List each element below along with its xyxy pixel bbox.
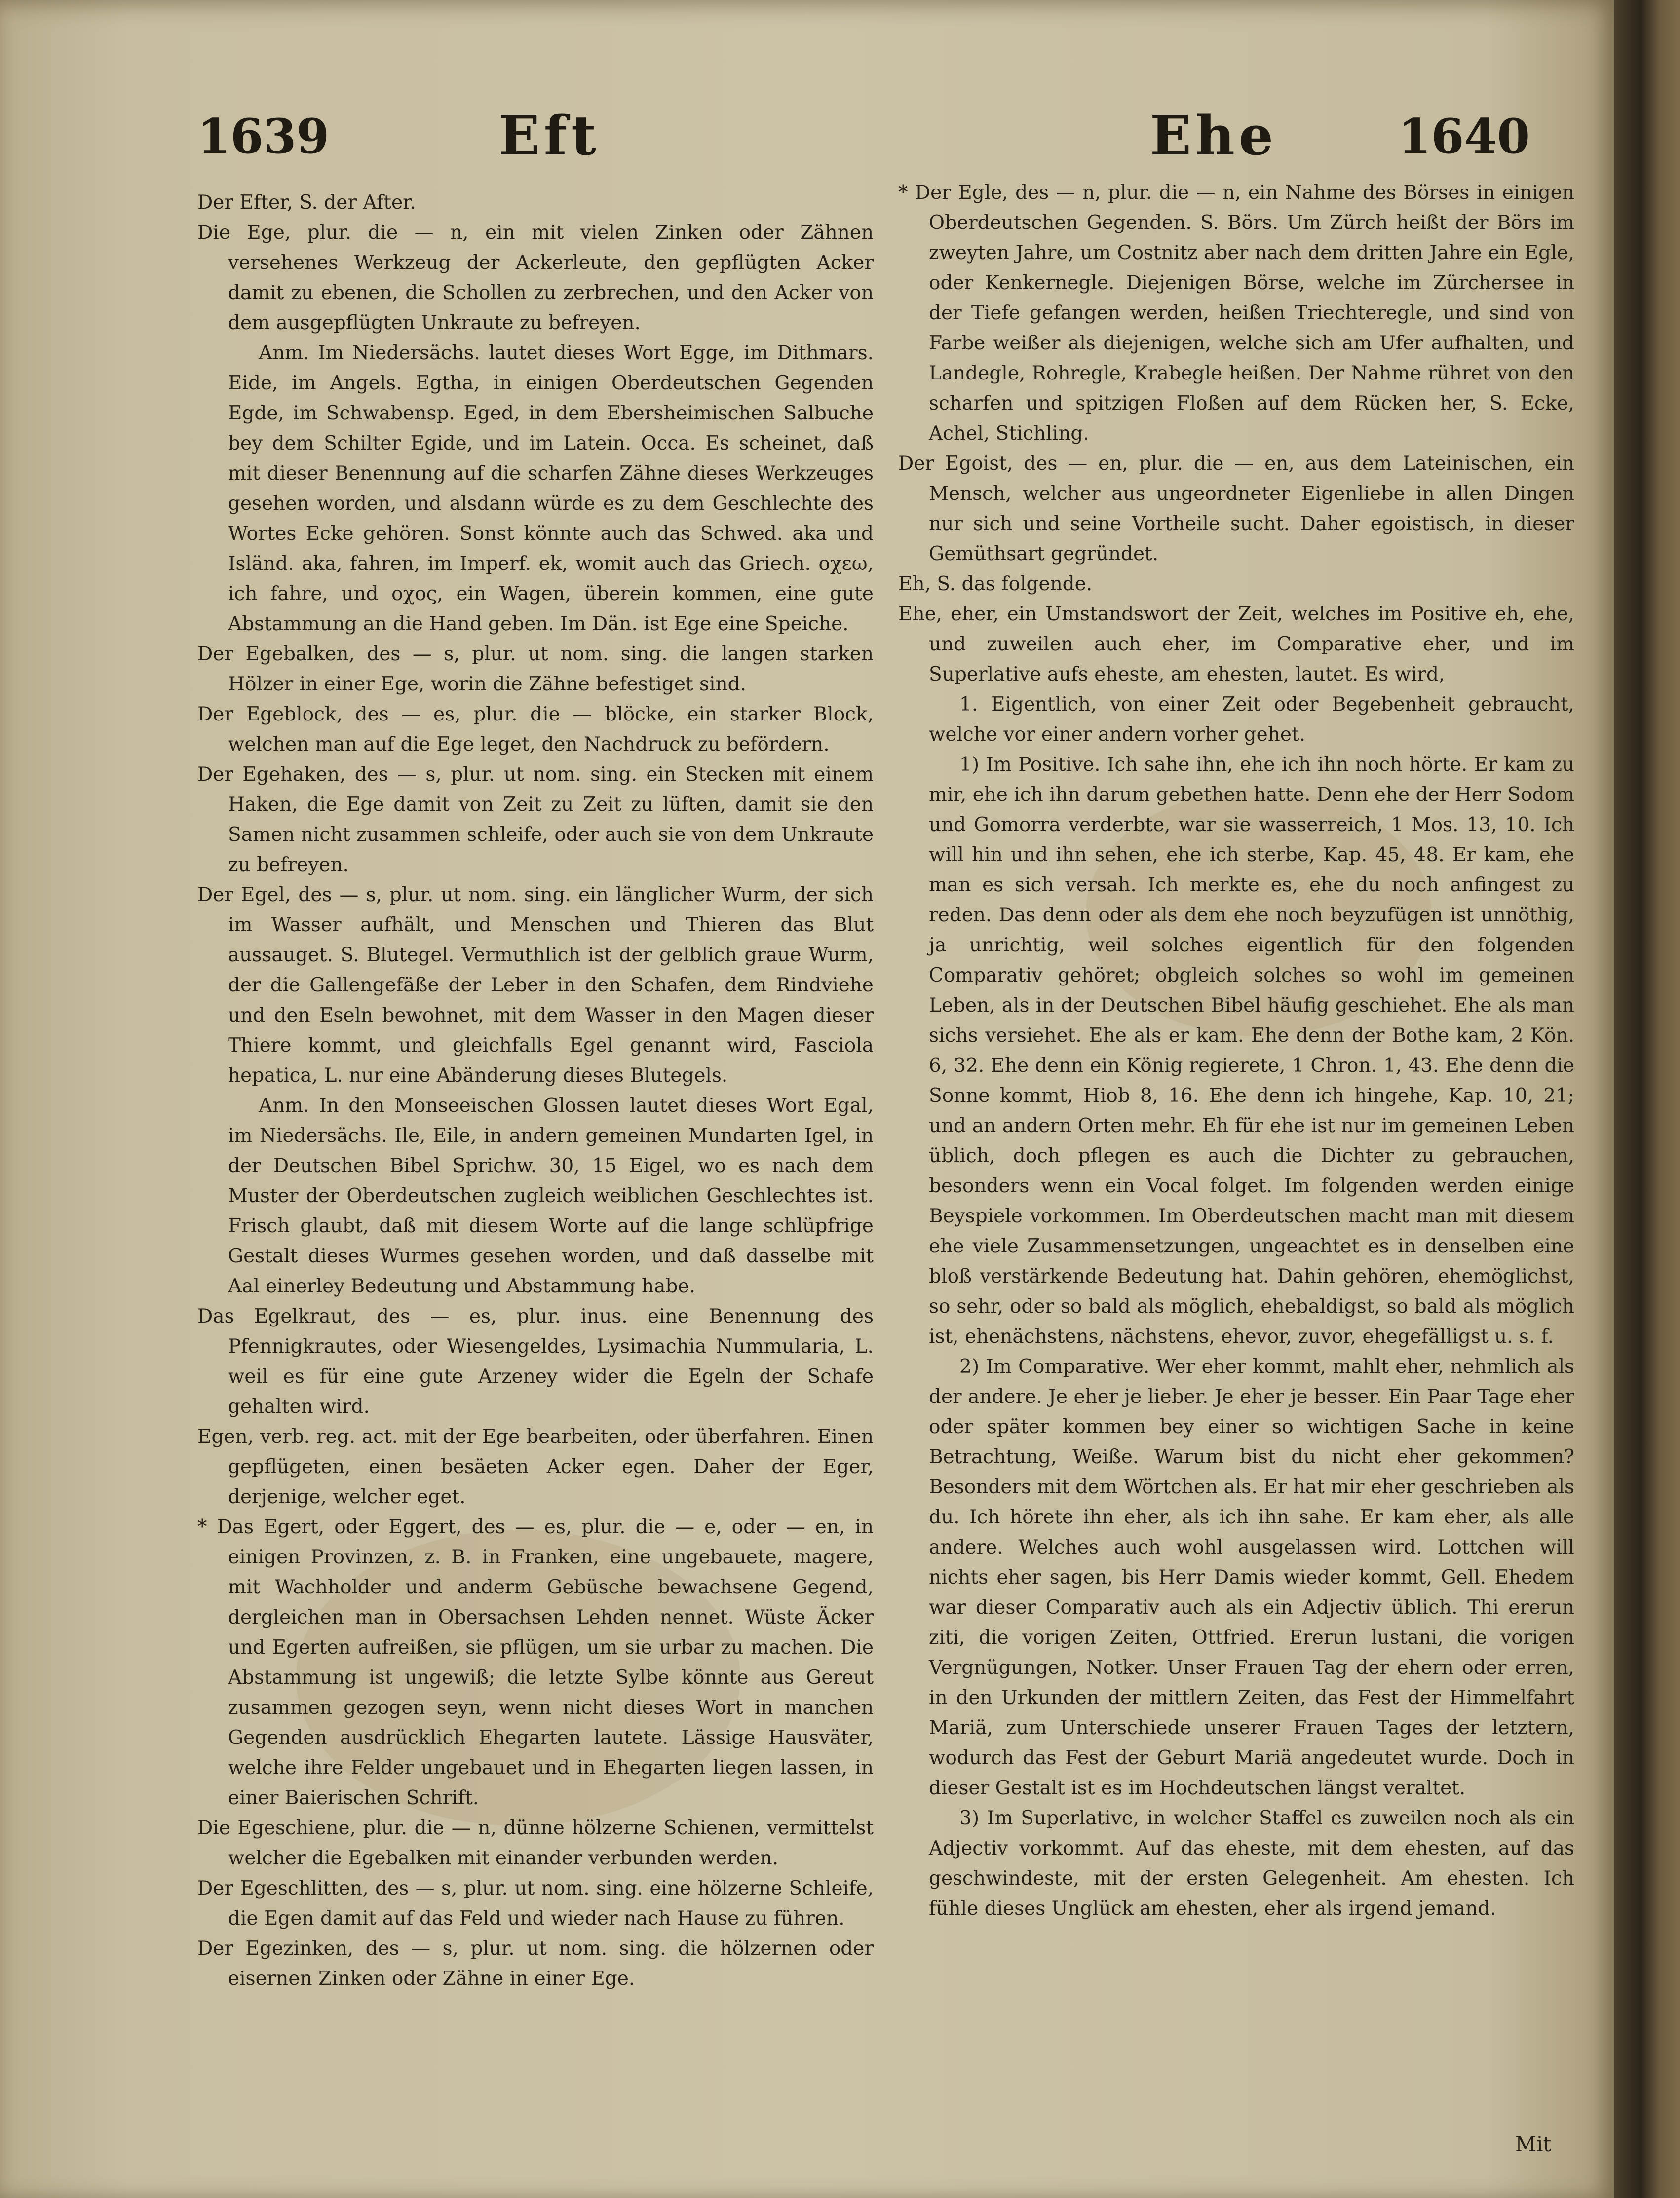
dictionary-entry: Egen, verb. reg. act. mit der Ege bearbeiten, oder überfahren. Einen gepflügeten, einen besäeten Acker egen. Daher der Eger, derjenige, welcher eget. <box>197 1426 874 1508</box>
left-column <box>197 188 874 1994</box>
dictionary-entry: Der Egel, des — s, plur. ut nom. sing. ein länglicher Wurm, der sich im Wasser aufhält, und Menschen und Thieren das Blut aussauget. S. Blutegel. Vermuthlich ist der gelblich graue Wurm, der die Gallengefäße der Leber in den Schafen, dem Rindviehe und den Eseln bewohnet, mit dem Wasser in den Magen dieser Thiere kommt, und gleichfalls Egel genannt wird, Fasciola hepatica, L. nur eine Abänderung dieses Blutegels. <box>197 884 874 1087</box>
dictionary-entry: * Der Egle, des — n, plur. die — n, ein Nahme des Börses in einigen Oberdeutschen Gegenden. S. Börs. Um Zürch heißt der Börs im zweyten Jahre, um Costnitz aber nach dem dritten Jahre ein Egle, oder Kenkernegle. Diejenigen Börse, welche im Zürchersee in der Tiefe gefangen werden, heißen Triechteregle, und sind von Farbe weißer als diejenigen, welche sich am Ufer aufhalten, und Landegle, Rohregle, Krabegle heißen. Der Nahme rühret von den scharfen und spitzigen Floßen auf dem Rücken her, S. Ecke, Achel, Stichling. <box>898 182 1574 445</box>
sense-paragraph: 1. Eigentlich, von einer Zeit oder Begebenheit gebraucht, welche vor einer andern vorher gehet. <box>929 693 1574 746</box>
sense-paragraph: 1) Im Positive. Ich sahe ihn, ehe ich ihn noch hörte. Er kam zu mir, ehe ich ihn darum gebethen hatte. Denn ehe der Herr Sodom und Gomorra verderbte, war sie wasserreich, 1 Mos. 13, 10. Ich will hin und ihn sehen, ehe ich sterbe, Kap. 45, 48. Er kam, ehe man es sich versah. Ich merkte es, ehe du noch anfingest zu reden. Das denn oder als dem ehe noch beyzufügen ist unnöthig, ja unrichtig, weil solches eigentlich für den folgenden Comparativ gehöret; obgleich solches so wohl im gemeinen Leben, als in der Deutschen Bibel häufig geschiehet. Ehe als man sichs versiehet. Ehe als er kam. Ehe denn der Bothe kam, 2 Kön. 6, 32. Ehe denn ein König regierete, 1 Chron. 1, 43. Ehe denn die Sonne kommt, Hiob 8, 16. Ehe denn ich hingehe, Kap. 10, 21; und an andern Orten mehr. Eh für ehe ist nur im gemeinen Leben üblich, doch pflegen es auch die Dichter zu gebrauchen, besonders wenn ein Vocal folget. Im folgenden werden einige Beyspiele vorkommen. Im Oberdeutschen macht man mit diesem ehe viele Zusammensetzungen, ungeachtet es in denselben eine bloß verstärkende Bedeutung hat. Dahin gehören, ehemöglichst, so sehr, oder so bald als möglich, ehebaldigst, so bald als möglich ist, ehenächstens, nächstens, ehevor, zuvor, ehegefälligst u. s. f. <box>929 754 1574 1348</box>
book-spine <box>1614 0 1680 2198</box>
dictionary-entry: Eh, S. das folgende. <box>898 573 1093 595</box>
sense-paragraph: 3) Im Superlative, in welcher Staffel es zuweilen noch als ein Adjectiv vorkommt. Auf das eheste, mit dem ehesten, auf das geschwindeste, mit der ersten Gelegenheit. Am ehesten. Ich fühle dieses Unglück am ehesten, eher als irgend jemand. <box>929 1807 1574 1920</box>
dictionary-entry: Der Egeblock, des — es, plur. die — blöcke, ein starker Block, welchen man auf die Ege leget, den Nachdruck zu befördern. <box>197 703 874 756</box>
catchword-left: Eft <box>498 104 600 167</box>
catchword-right: Ehe <box>1150 104 1277 167</box>
annotation: Anm. In den Monseeischen Glossen lautet dieses Wort Egal, im Niedersächs. Ile, Eile, in andern gemeinen Mundarten Igel, in der Deutschen Bibel Sprichw. 30, 15 Eigel, wo es nach dem Muster der Oberdeutschen zugleich weiblichen Geschlechtes ist. Frisch glaubt, daß mit diesem Worte auf die lange schlüpfrige Gestalt dieses Wurmes gesehen worden, und daß dasselbe mit Aal einerley Bedeutung und Abstammung habe. <box>228 1095 874 1297</box>
dictionary-entry: Das Egelkraut, des — es, plur. inus. eine Benennung des Pfennigkrautes, oder Wiesengeldes, Lysimachia Nummularia, L. weil es für eine gute Arzeney wider die Egeln der Schafe gehalten wird. <box>197 1305 874 1418</box>
page-number-left: 1639 <box>197 109 330 164</box>
annotation: Anm. Im Niedersächs. lautet dieses Wort Egge, im Dithmars. Eide, im Angels. Egtha, in einigen Oberdeutschen Gegenden Egde, im Schwabensp. Eged, in dem Ebersheimischen Salbuche bey dem Schilter Egide, und im Latein. Occa. Es scheinet, daß mit dieser Benennung auf die scharfen Zähne dieses Werkzeuges gesehen worden, und alsdann würde es zu dem Geschlechte des Wortes Ecke gehören. Sonst könnte auch das Schwed. aka und Isländ. aka, fahren, im Imperf. ek, womit auch das Griech. οχεω, ich fahre, und οχος, ein Wagen, überein kommen, eine gute Abstammung an die Hand geben. Im Dän. ist Ege eine Speiche. <box>228 342 874 635</box>
sense-paragraph: 2) Im Comparative. Wer eher kommt, mahlt eher, nehmlich als der andere. Je eher je lieber. Je eher je besser. Ein Paar Tage eher oder später kommen bey einer so wichtigen Sache in keine Betrachtung, Weiße. Warum bist du nicht eher gekommen? Besonders mit dem Wörtchen als. Er hat mir eher geschrieben als du. Ich hörete ihn eher, als ich ihn sahe. Er kam eher, als alle andere. Welches auch wohl ausgelassen wird. Lottchen will nichts eher sagen, bis Herr Damis wieder kommt, Gell. Ehedem war dieser Comparativ auch als ein Adjectiv üblich. Thi ererun ziti, die vorigen Zeiten, Ottfried. Ererun lustani, die vorigen Vergnügungen, Notker. Unser Frauen Tag der ehern oder erren, in den Urkunden der mittlern Zeiten, das Fest der Himmelfahrt Mariä, zum Unterschiede unserer Frauen Tages der letztern, wodurch das Fest der Geburt Mariä angedeutet wurde. Doch in dieser Gestalt ist es im Hochdeutschen längst veraltet. <box>929 1356 1574 1799</box>
dictionary-entry: Die Egeschiene, plur. die — n, dünne hölzerne Schienen, vermittelst welcher die Egebalken mit einander verbunden werden. <box>197 1817 874 1869</box>
dictionary-entry: Der Egehaken, des — s, plur. ut nom. sing. ein Stecken mit einem Haken, die Ege damit von Zeit zu Zeit zu lüften, damit sie den Samen nicht zusammen schleife, oder auch sie von dem Unkraute zu befreyen. <box>197 763 874 876</box>
dictionary-entry: Der Egeschlitten, des — s, plur. ut nom. sing. eine hölzerne Schleife, die Egen damit auf das Feld und wieder nach Hause zu führen. <box>197 1877 874 1930</box>
dictionary-entry: Der Egezinken, des — s, plur. ut nom. sing. die hölzernen oder eisernen Zinken oder Zähne in einer Ege. <box>197 1937 874 1990</box>
page-header <box>197 104 1530 168</box>
footer-catchword: Mit <box>1515 2132 1552 2156</box>
dictionary-entry: Die Ege, plur. die — n, ein mit vielen Zinken oder Zähnen versehenes Werkzeug der Ackerleute, den gepflügten Acker damit zu ebenen, die Schollen zu zerbrechen, und den Acker von dem ausgepflügten Unkraute zu befreyen. <box>197 222 874 334</box>
dictionary-entry: Ehe, eher, ein Umstandswort der Zeit, welches im Positive eh, ehe, und zuweilen auch eher, im Comparative eher, und im Superlative aufs eheste, am ehesten, lautet. Es wird, <box>898 603 1574 685</box>
dictionary-entry: Der Egoist, des — en, plur. die — en, aus dem Lateinischen, ein Mensch, welcher aus ungeordneter Eigenliebe in allen Dingen nur sich und seine Vortheile sucht. Daher egoistisch, in dieser Gemüthsart gegründet. <box>898 453 1574 565</box>
dictionary-entry: Der Egebalken, des — s, plur. ut nom. sing. die langen starken Hölzer in einer Ege, worin die Zähne befestiget sind. <box>197 643 874 695</box>
dictionary-entry: Der Efter, S. der After. <box>197 191 416 214</box>
right-column <box>898 178 1574 1924</box>
page-number-right: 1640 <box>1398 109 1530 164</box>
dictionary-entry: * Das Egert, oder Eggert, des — es, plur. die — e, oder — en, in einigen Provinzen, z. B. in Franken, eine ungebauete, magere, mit Wachholder und anderm Gebüsche bewachsene Gegend, dergleichen man in Obersachsen Lehden nennet. Wüste Äcker und Egerten aufreißen, sie pflügen, um sie urbar zu machen. Die Abstammung ist ungewiß; die letzte Sylbe könnte aus Gereut zusammen gezogen seyn, wenn nicht dieses Wort in manchen Gegenden ausdrücklich Ehegarten lautete. Lässige Hausväter, welche ihre Felder ungebauet und in Ehegarten liegen lassen, in einer Baierischen Schrift. <box>197 1516 874 1809</box>
